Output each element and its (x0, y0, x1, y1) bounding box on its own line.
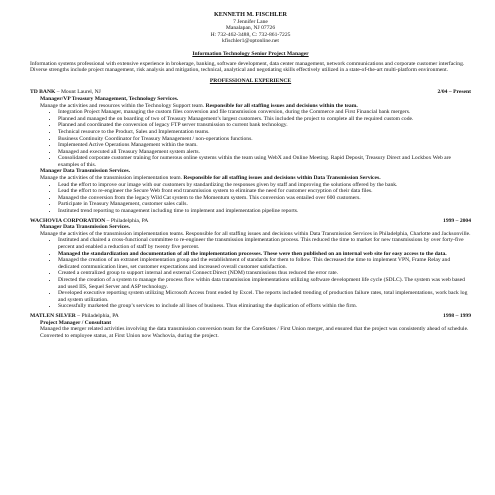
role-title: Project Manager / Consultant (40, 319, 112, 326)
employer-name (30, 218, 148, 225)
email-address: kfischler1@optonline.net (222, 38, 279, 45)
experience-list (30, 89, 471, 339)
achievement-item: • Participate in Treasury Management, customer sales calls. (58, 201, 471, 208)
achievement-item: • Instituted trend reporting to management including time to implement and implementation pipeline reports. (58, 208, 471, 215)
achievement-item: • Business Continuity Coordinator for Treasury Management / non-operations functions. (58, 136, 471, 143)
achievement-list (30, 109, 471, 168)
achievement-item: • Planned and coordinated the conversion of legacy FTP server transmission to current bank technology. (58, 122, 471, 129)
role-description-text: Managed the merger related activities involving the data transmission conversion team for the CoreStates / First Union merger, and ensured that the project was consistently ahead of schedule. Converted to employee status, at First Union now Wachovia, during the project. (40, 326, 469, 339)
achievement-item: • Managed and executed all Treasury Management system alerts. (58, 149, 471, 156)
achievement-item: • Managed the conversion from the legacy Wild Cat system to the Momentum system. This conversion was entailed over 600 customers. (58, 195, 471, 202)
achievement-item: • Technical resource to the Product, Sales and Implementation teams. (58, 129, 471, 136)
achievement-item: • Instituted and chaired a cross-functional committee to re-engineer the transmission implementation process. This reduced the time to market for new transmissions by over forty-five percent and enabled a reduction of staff by twenty five percent. (58, 237, 471, 250)
employer-name (30, 89, 101, 96)
employer-row (30, 313, 471, 320)
company-location: – Philadelphia, PA (75, 312, 119, 319)
achievement-item: • Lead the effort to improve our image with our customers by standardizing the responses given by staff and improving the solutions offered by the bank. (58, 182, 471, 189)
achievement-item: • Planned and managed the on boarding of two of Treasury Management’s largest customers. This included the project to complete all the required custom code. (58, 116, 471, 123)
address-line-1: 7 Jennifer Lane (233, 18, 268, 25)
role-description-text: Manage the activities of the transmission implementation team. (40, 175, 182, 182)
employment-dates: 1999 – 2004 (443, 217, 471, 224)
role-description-text: Manage the activities of the transmission implementation teams. Responsible for all staffing issues and decisions within Data Transmission Services in Philadelphia, Charlotte and Jacksonville. (40, 230, 471, 237)
company-location: – Philadelphia, PA (105, 217, 149, 224)
achievement-item: • Successfully marketed the group’s services to include all lines of business. Thus eliminating the duplication of efforts within the firm. (58, 303, 471, 310)
role-title: Manager Data Transmission Services. (40, 168, 131, 175)
achievement-item: • Managed the creation of an extranet implementation group and the establishment of standards for them to follow. This decreased the time to implement VPN, Frame Relay and dedicated communication lines, set customer expectations and increased overall customer satisfaction. (58, 257, 471, 270)
employment-dates: 2/04 – Present (437, 89, 471, 96)
achievement-item: • Consolidated corporate customer training for numerous online systems within the team using WebX and Online Meeting. Rapid Deposit, Treasury Direct and Lockbox Web are examples of this. (58, 155, 471, 168)
resume-header (30, 12, 471, 45)
achievement-list (30, 237, 471, 310)
role-description-text: Manage the activities and resources within the Technology Support team. (40, 102, 205, 109)
achievement-item: • Integration Project Manager, managing the custom files conversion and file transmission conversion, during the Commerce and First Financial bank mergers. (58, 109, 471, 116)
company-name: MATLEN SILVER (30, 312, 76, 319)
summary-paragraph: Information systems professional with extensive experience in brokerage, banking, software development, data center management, network communications and corporate customer interfacing. Diverse strengths include project management, risk analysis and mitigation, technical, analytical and negotiating skills effectively utilized in a state-of-the-art multi-platform environment. (30, 60, 465, 74)
achievement-item: • Managed the standardization and documentation of all the implementation processes. These were then published on an internal web site for easy access to the data. (58, 251, 471, 258)
address-line-2: Manalapan, NJ 07726 (225, 25, 276, 32)
role-description (40, 175, 471, 182)
objective-title: Information Technology Senior Project Manager (192, 50, 309, 57)
role-responsibility: Responsible for all staffing issues and decisions within Data Transmission Services. (183, 175, 381, 182)
achievement-item: • Developed executive reporting system utilizing Microsoft Access front ended by Excel. The reports included trending of production failure rates, total implementations, work back log and system utilization. (58, 290, 471, 303)
employer-row (30, 89, 471, 96)
achievement-item: • Implemented Active Operations Management within the team. (58, 142, 471, 149)
achievement-item: • Lead the effort to re-engineer the Secure Web front end transmission system to eliminate the need for customer encryption of their data files. (58, 188, 471, 195)
achievement-list (30, 182, 471, 215)
candidate-name: KENNETH M. FISCHLER (213, 11, 288, 18)
role-description (40, 326, 471, 339)
phone-numbers: H: 732-462-3488, C: 732-861-7225 (210, 31, 291, 38)
employment-dates: 1998 – 1999 (443, 312, 471, 319)
company-name: TD BANK (30, 89, 56, 96)
role-title: Manager/VP Treasury Management, Technology Services. (40, 95, 179, 102)
achievement-item: • Created a centralized group to support internal and external Connect:Direct (NDM) transmissions thus reduced the error rate. (58, 270, 471, 277)
employer-row (30, 218, 471, 225)
role-title: Manager Data Transmission Services. (40, 224, 131, 231)
section-title-experience: PROFESSIONAL EXPERIENCE (209, 77, 292, 84)
achievement-item: • Directed the creation of a system to manage the process flow within data transmission implementations utilizing software development life cycle (SDLC). The system was web based and used IIS, Sequel Server and ASP technology. (58, 277, 471, 290)
company-name: WACHOVIA CORPORATION (30, 217, 106, 224)
employer-name (30, 313, 119, 320)
role-responsibility: Responsible for all staffing issues and decisions within the team. (205, 102, 358, 109)
company-location: – Mount Laurel, NJ (55, 89, 101, 96)
